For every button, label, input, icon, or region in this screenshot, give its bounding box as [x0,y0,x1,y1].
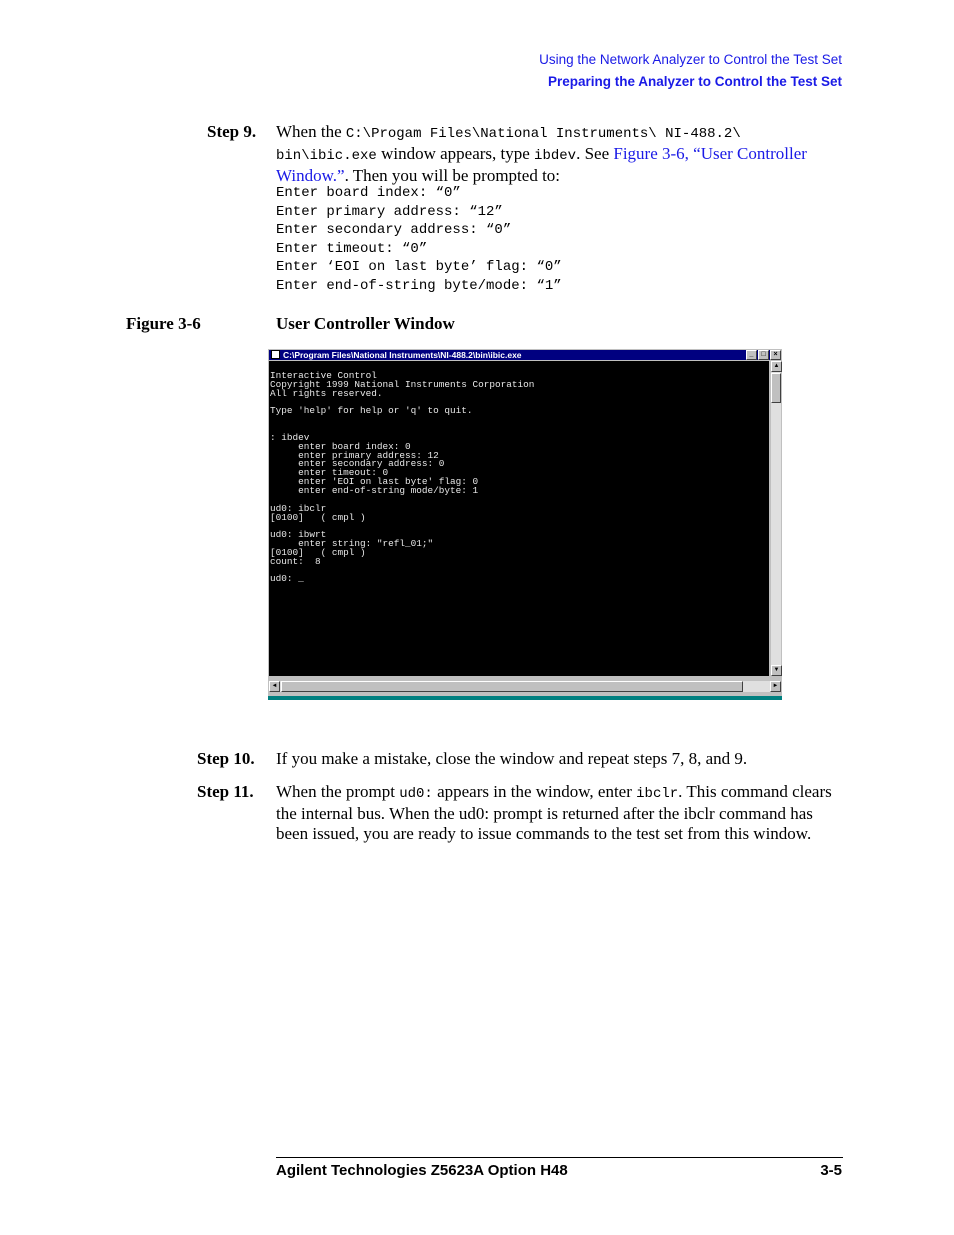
step-9-text [276,122,842,186]
step-11-text-1: When the prompt [276,782,400,801]
ibclr-command: ibclr [636,786,679,802]
step-9-label: Step 9. [207,122,257,141]
page-number: 3-5 [820,1162,842,1179]
figure-3-6-link[interactable]: Figure 3-6, “User Controller Window.” [276,144,807,185]
scroll-right-arrow-icon[interactable]: ► [770,681,781,692]
vertical-scrollbar[interactable] [771,361,781,676]
horizontal-scroll-thumb[interactable] [281,681,743,692]
step-11-label: Step 11. [197,782,254,801]
horizontal-scrollbar[interactable] [269,681,781,692]
step-9-text-1: When the [276,122,346,141]
console-text: Interactive Control Copyright 1999 National Instruments Corporation All rights reserved. Type 'help' for help or 'q' to quit. : ibdev enter board index: 0 enter primary address: 12 enter secondary address: 0 enter timeout: 0 enter 'EOI on last byte' flag: 0 enter end-of-string mode/byte: 1 ud0: ibclr [0100] ( cmpl ) ud0: ibwrt enter string: "refl_01;" [0100] ( cmpl ) count: 8 ud0: _ [270,370,535,585]
minimize-button[interactable]: _ [746,350,757,360]
ibic-console-window [268,349,782,700]
ibdev-command: ibdev [534,148,577,164]
running-header-chapter: Using the Network Analyzer to Control the Test Set [539,52,842,67]
step-9-text-3: . See [576,144,614,163]
window-title: C:\Program Files\National Instruments\NI-488.2\bin\ibic.exe [283,350,522,360]
maximize-button[interactable]: □ [758,350,769,360]
window-titlebar[interactable] [269,350,781,360]
step-10-text: If you make a mistake, close the window and repeat steps 7, 8, and 9. [276,749,748,768]
ibic-path-part-1: C:\Progam Files\National Instruments\ NI-488.2\ [345,126,741,142]
close-button[interactable]: × [770,350,781,360]
scroll-left-arrow-icon[interactable]: ◄ [269,681,280,692]
scroll-up-arrow-icon[interactable]: ▲ [771,361,782,372]
console-app-icon [271,350,280,359]
vertical-scroll-thumb[interactable] [771,373,781,403]
taskbar-strip [268,696,782,700]
footer-rule [276,1157,843,1158]
step-11-text-3: . This command clears the internal bus. When the ud0: prompt is returned after the ibclr command has been issued, you are ready to issue commands to the test set from this window. [276,782,832,843]
figure-title: User Controller Window [276,314,455,333]
prompt-list: Enter board index: “0” Enter primary address: “12” Enter secondary address: “0” Enter timeout: “0” Enter ‘EOI on last byte’ flag: “0” Enter end-of-string byte/mode: “1” [276,185,562,294]
running-header-section: Preparing the Analyzer to Control the Test Set [547,74,842,89]
step-9-text-2: window appears, type [376,144,535,163]
scroll-down-arrow-icon[interactable]: ▼ [771,665,782,676]
step-10-label: Step 10. [197,749,255,768]
window-controls [745,350,781,360]
ud0-prompt: ud0: [399,786,433,802]
step-9-text-4: . Then you will be prompted to: [344,166,561,185]
figure-label: Figure 3-6 [126,314,201,333]
footer-product-name: Agilent Technologies Z5623A Option H48 [276,1162,568,1179]
console-output[interactable] [269,361,769,676]
ibic-path-part-2: bin\ibic.exe [276,148,377,164]
step-11-text-2: appears in the window, enter [432,782,637,801]
step-11-text [276,782,842,844]
